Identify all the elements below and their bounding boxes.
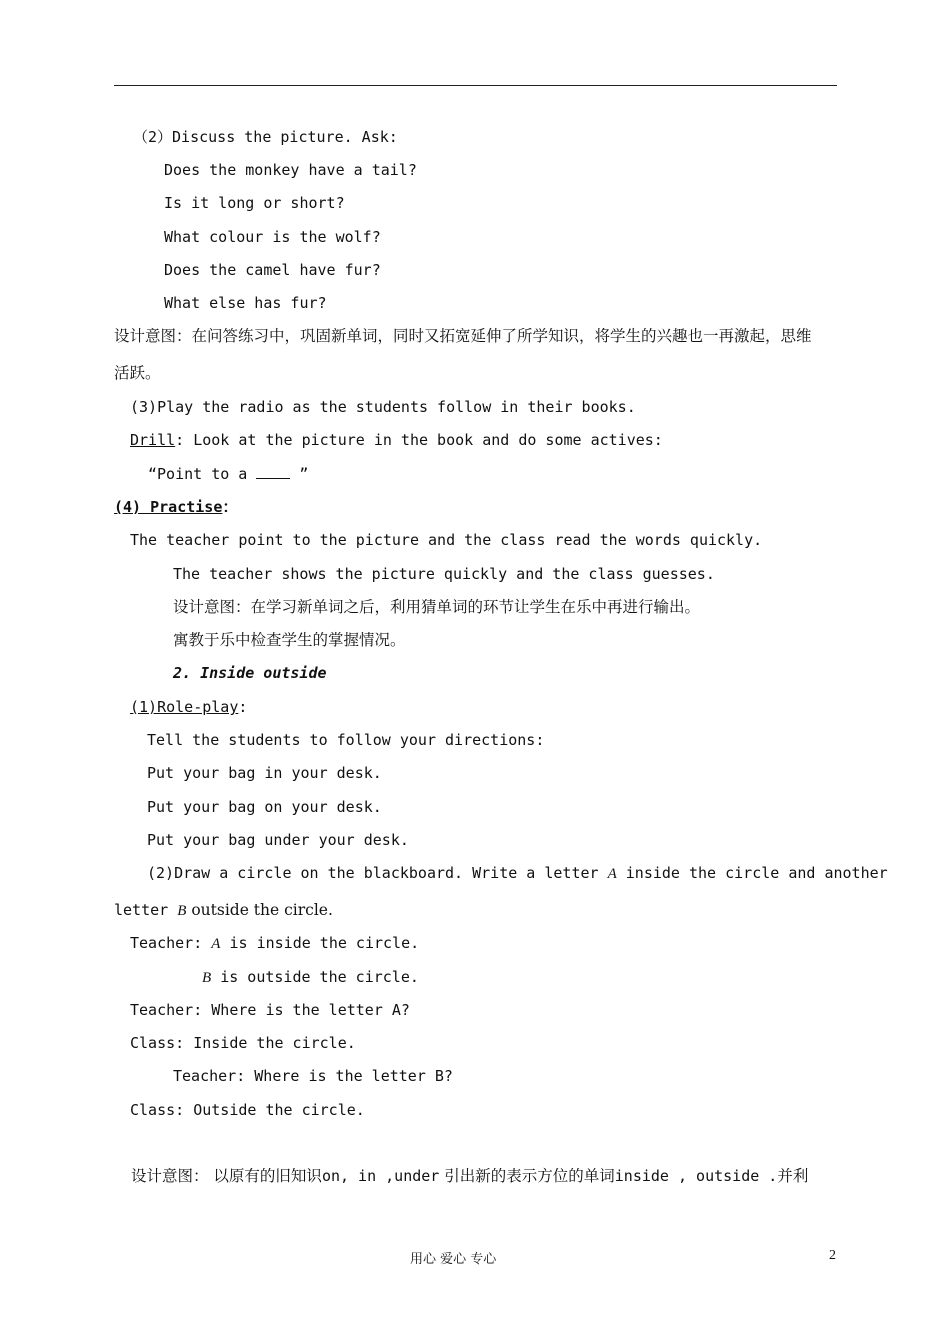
- design-intent-paragraph: 设计意图：在问答练习中，巩固新单词，同时又拓宽延伸了所学知识，将学生的兴趣也一再激起，思维: [114, 327, 812, 345]
- design-intent-paragraph-cont: 活跃。: [114, 364, 161, 382]
- practise-label: (4) Practise: [114, 498, 223, 516]
- text-span: 并利: [777, 1167, 809, 1185]
- practise-line: The teacher shows the picture quickly and the class guesses.: [173, 565, 715, 583]
- drill-line: [130, 430, 663, 450]
- question-line: Does the camel have fur?: [164, 261, 381, 279]
- dialogue-line: Class: Outside the circle.: [130, 1101, 365, 1119]
- step-2-heading: （2）Discuss the picture. Ask:: [133, 128, 398, 146]
- question-line: What else has fur?: [164, 294, 327, 312]
- design-intent-paragraph: 设计意图：在学习新单词之后，利用猜单词的环节让学生在乐中再进行输出。: [173, 598, 701, 616]
- question-line: Does the monkey have a tail?: [164, 161, 417, 179]
- dialogue-line: [202, 967, 419, 988]
- speaker: Teacher:: [130, 934, 212, 952]
- text-span: is inside the circle.: [220, 934, 420, 952]
- text-span: 设计意图： 以原有的旧知识: [131, 1167, 322, 1185]
- design-intent-paragraph-cont: 寓教于乐中检查学生的掌握情况。: [173, 631, 406, 649]
- role-play-label: (1)Role-play: [130, 698, 239, 716]
- practise-heading: [114, 497, 238, 517]
- step-3-line: (3)Play the radio as the students follow in their books.: [130, 398, 636, 416]
- text-span: (2)Draw a circle on the blackboard. Write a letter: [147, 864, 608, 882]
- text-span: letter: [114, 901, 178, 919]
- page-number: 2: [829, 1248, 836, 1263]
- point-to-line: [148, 464, 308, 484]
- practise-colon: ：: [222, 497, 238, 516]
- text-span: 引出新的表示方位的单词: [439, 1167, 615, 1185]
- direction-line: Put your bag in your desk.: [147, 764, 382, 782]
- text-span: inside , outside .: [614, 1167, 778, 1185]
- direction-line: Put your bag under your desk.: [147, 831, 409, 849]
- question-line: What colour is the wolf?: [164, 228, 381, 246]
- letter-a: A: [211, 936, 221, 952]
- drill-label: Drill: [130, 431, 176, 449]
- text-span: on, in ,under: [321, 1167, 440, 1185]
- dialogue-line: Class: Inside the circle.: [130, 1034, 356, 1052]
- direction-line: Tell the students to follow your directions:: [147, 731, 545, 749]
- letter-a: A: [607, 866, 617, 882]
- section-2-heading: 2. Inside outside: [173, 664, 327, 682]
- point-to-text: “Point to a: [148, 465, 257, 483]
- draw-circle-line: [147, 863, 888, 884]
- drill-text: : Look at the picture in the book and do some actives:: [175, 431, 663, 449]
- practise-line: The teacher point to the picture and the class read the words quickly.: [130, 531, 763, 549]
- dialogue-line: [130, 933, 419, 954]
- blank-underline: [256, 464, 290, 479]
- role-play-colon: :: [238, 698, 248, 716]
- header-rule: [114, 85, 837, 86]
- question-line: Is it long or short?: [164, 194, 345, 212]
- dialogue-line: Teacher: Where is the letter B?: [173, 1067, 453, 1085]
- draw-circle-line-cont: [114, 900, 333, 921]
- text-span: is outside the circle.: [211, 968, 419, 986]
- text-span: outside the circle.: [186, 901, 333, 919]
- letter-b: B: [177, 903, 187, 919]
- point-to-close-quote: ”: [290, 465, 309, 483]
- page-footer: 用心 爱心 专心: [410, 1252, 497, 1267]
- letter-b: B: [202, 970, 212, 986]
- dialogue-line: Teacher: Where is the letter A?: [130, 1001, 410, 1019]
- design-intent-paragraph: [131, 1166, 808, 1186]
- role-play-heading: [130, 697, 247, 717]
- text-span: inside the circle and another: [616, 864, 888, 882]
- direction-line: Put your bag on your desk.: [147, 798, 382, 816]
